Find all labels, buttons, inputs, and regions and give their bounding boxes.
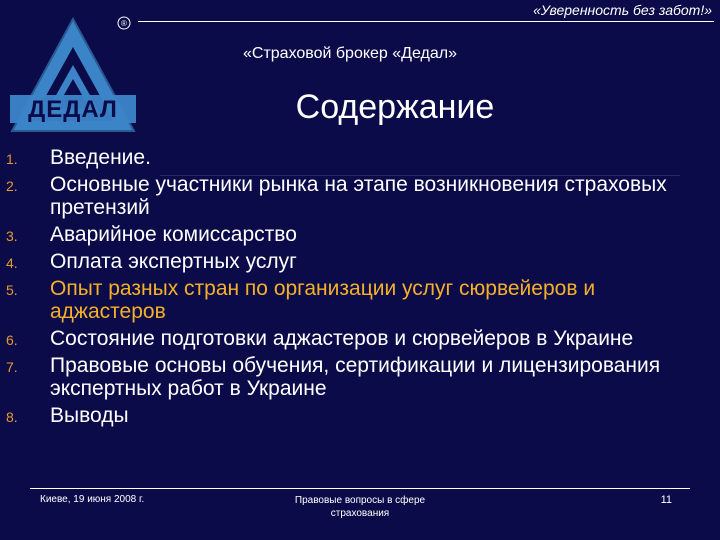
toc-text: Выводы bbox=[50, 404, 129, 427]
toc-number: 4. bbox=[6, 255, 18, 271]
broker-name: «Страховой брокер «Дедал» bbox=[242, 45, 458, 62]
toc-text: Правовые основы обучения, сертификации и лицензирования экспертных работ в Украине bbox=[50, 354, 661, 400]
toc-number: 3. bbox=[6, 228, 18, 244]
toc-item-7 bbox=[0, 354, 700, 400]
toc-number: 5. bbox=[6, 282, 18, 298]
footer-topic: Правовые вопросы в сфере страхования bbox=[294, 495, 426, 519]
toc-number: 1. bbox=[6, 151, 18, 167]
toc-number: 2. bbox=[6, 178, 18, 194]
toc-item-4 bbox=[0, 250, 700, 273]
slogan: «Уверенность без забот!» bbox=[533, 2, 712, 18]
toc-list bbox=[0, 146, 700, 431]
footer-date: Киеве, 19 июня 2008 г. bbox=[40, 494, 145, 505]
toc-item-5 bbox=[0, 277, 700, 323]
toc-item-1 bbox=[0, 146, 700, 169]
page-title: Содержание bbox=[295, 88, 495, 126]
toc-text: Основные участники рынка на этапе возникновения страховых претензий bbox=[50, 173, 667, 219]
toc-item-2 bbox=[0, 173, 700, 219]
toc-number: 7. bbox=[6, 359, 18, 375]
toc-text: Оплата экспертных услуг bbox=[50, 250, 297, 273]
toc-number: 8. bbox=[6, 409, 18, 425]
registered-mark: ® bbox=[121, 19, 127, 28]
toc-text: Введение. bbox=[50, 146, 151, 169]
slogan-divider bbox=[138, 21, 714, 22]
logo-text: ДЕДАЛ bbox=[28, 96, 118, 123]
toc-text: Опыт разных стран по организации услуг сюрвейеров и аджастеров bbox=[50, 277, 596, 323]
dedal-logo-icon bbox=[6, 13, 140, 135]
toc-item-3 bbox=[0, 223, 700, 246]
dedal-logo bbox=[6, 13, 140, 135]
page-number: 11 bbox=[660, 494, 672, 506]
toc-item-8 bbox=[0, 404, 700, 427]
toc-text: Состояние подготовки аджастеров и сюрвейеров в Украине bbox=[50, 327, 634, 350]
toc-item-6 bbox=[0, 327, 700, 350]
footer-divider bbox=[30, 488, 690, 489]
toc-number: 6. bbox=[6, 332, 18, 348]
toc-text: Аварийное комиссарство bbox=[50, 223, 297, 246]
